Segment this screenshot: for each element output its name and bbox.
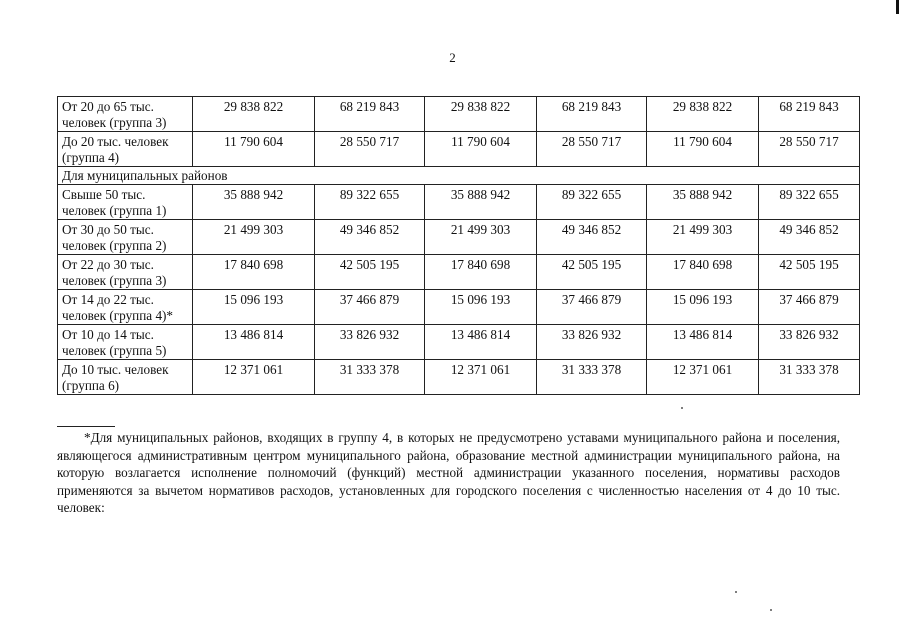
value-cell: 11 790 604: [193, 132, 315, 167]
value-cell: 31 333 378: [759, 360, 860, 395]
value-cell: 49 346 852: [537, 220, 647, 255]
value-cell: 37 466 879: [315, 290, 425, 325]
value-cell: 13 486 814: [425, 325, 537, 360]
row-label: Свыше 50 тыс. человек (группа 1): [58, 185, 193, 220]
section-heading: Для муниципальных районов: [58, 167, 860, 185]
row-label: От 20 до 65 тыс. человек (группа 3): [58, 97, 193, 132]
row-label: От 10 до 14 тыс. человек (группа 5): [58, 325, 193, 360]
value-cell: 49 346 852: [315, 220, 425, 255]
value-cell: 49 346 852: [759, 220, 860, 255]
value-cell: 68 219 843: [537, 97, 647, 132]
expense-norms-table: [57, 96, 860, 395]
footnote-divider: [57, 426, 115, 427]
value-cell: 15 096 193: [647, 290, 759, 325]
value-cell: 29 838 822: [193, 97, 315, 132]
value-cell: 89 322 655: [315, 185, 425, 220]
value-cell: 11 790 604: [647, 132, 759, 167]
value-cell: 28 550 717: [537, 132, 647, 167]
value-cell: 33 826 932: [315, 325, 425, 360]
value-cell: 13 486 814: [193, 325, 315, 360]
value-cell: 31 333 378: [537, 360, 647, 395]
table-row: [58, 255, 860, 290]
value-cell: 29 838 822: [425, 97, 537, 132]
footnote-text: *Для муниципальных районов, входящих в группу 4, в которых не предусмотрено уставами муниципального района и поселения, являющегося административным центром муниципального района, образование местной администрации муниципального района, на которую возлагается исполнение полномочий (функций) местной администрации указанного поселения, нормативы расходов применяются за вычетом нормативов расходов, установленных для городского поселения с численностью населения от 4 до 10 тыс. человек:: [57, 430, 840, 516]
table-row: [58, 360, 860, 395]
value-cell: 33 826 932: [759, 325, 860, 360]
scan-speck: [770, 609, 772, 611]
row-label: От 30 до 50 тыс. человек (группа 2): [58, 220, 193, 255]
value-cell: 21 499 303: [193, 220, 315, 255]
value-cell: 17 840 698: [425, 255, 537, 290]
table-row: [58, 97, 860, 132]
value-cell: 89 322 655: [759, 185, 860, 220]
value-cell: 28 550 717: [759, 132, 860, 167]
value-cell: 12 371 061: [425, 360, 537, 395]
row-label: До 20 тыс. человек (группа 4): [58, 132, 193, 167]
row-label: От 14 до 22 тыс. человек (группа 4)*: [58, 290, 193, 325]
value-cell: 28 550 717: [315, 132, 425, 167]
value-cell: 37 466 879: [537, 290, 647, 325]
value-cell: 12 371 061: [647, 360, 759, 395]
value-cell: 42 505 195: [315, 255, 425, 290]
footnote: [57, 429, 840, 517]
value-cell: 29 838 822: [647, 97, 759, 132]
value-cell: 42 505 195: [759, 255, 860, 290]
table-row: [58, 185, 860, 220]
value-cell: 35 888 942: [425, 185, 537, 220]
value-cell: 17 840 698: [647, 255, 759, 290]
scan-edge-mark: [896, 0, 899, 14]
scan-speck: [735, 591, 737, 593]
value-cell: 31 333 378: [315, 360, 425, 395]
value-cell: 68 219 843: [759, 97, 860, 132]
table-row: [58, 220, 860, 255]
value-cell: 21 499 303: [647, 220, 759, 255]
value-cell: 33 826 932: [537, 325, 647, 360]
row-label: От 22 до 30 тыс. человек (группа 3): [58, 255, 193, 290]
value-cell: 35 888 942: [647, 185, 759, 220]
value-cell: 21 499 303: [425, 220, 537, 255]
value-cell: 17 840 698: [193, 255, 315, 290]
value-cell: 12 371 061: [193, 360, 315, 395]
value-cell: 35 888 942: [193, 185, 315, 220]
value-cell: 13 486 814: [647, 325, 759, 360]
scan-speck: [681, 407, 683, 409]
table-row: [58, 290, 860, 325]
value-cell: 89 322 655: [537, 185, 647, 220]
value-cell: 15 096 193: [193, 290, 315, 325]
table-row: [58, 132, 860, 167]
value-cell: 37 466 879: [759, 290, 860, 325]
page-number: 2: [449, 50, 456, 65]
table-row: [58, 325, 860, 360]
value-cell: 68 219 843: [315, 97, 425, 132]
value-cell: 42 505 195: [537, 255, 647, 290]
section-heading-row: [58, 167, 860, 185]
value-cell: 15 096 193: [425, 290, 537, 325]
row-label: До 10 тыс. человек (группа 6): [58, 360, 193, 395]
value-cell: 11 790 604: [425, 132, 537, 167]
